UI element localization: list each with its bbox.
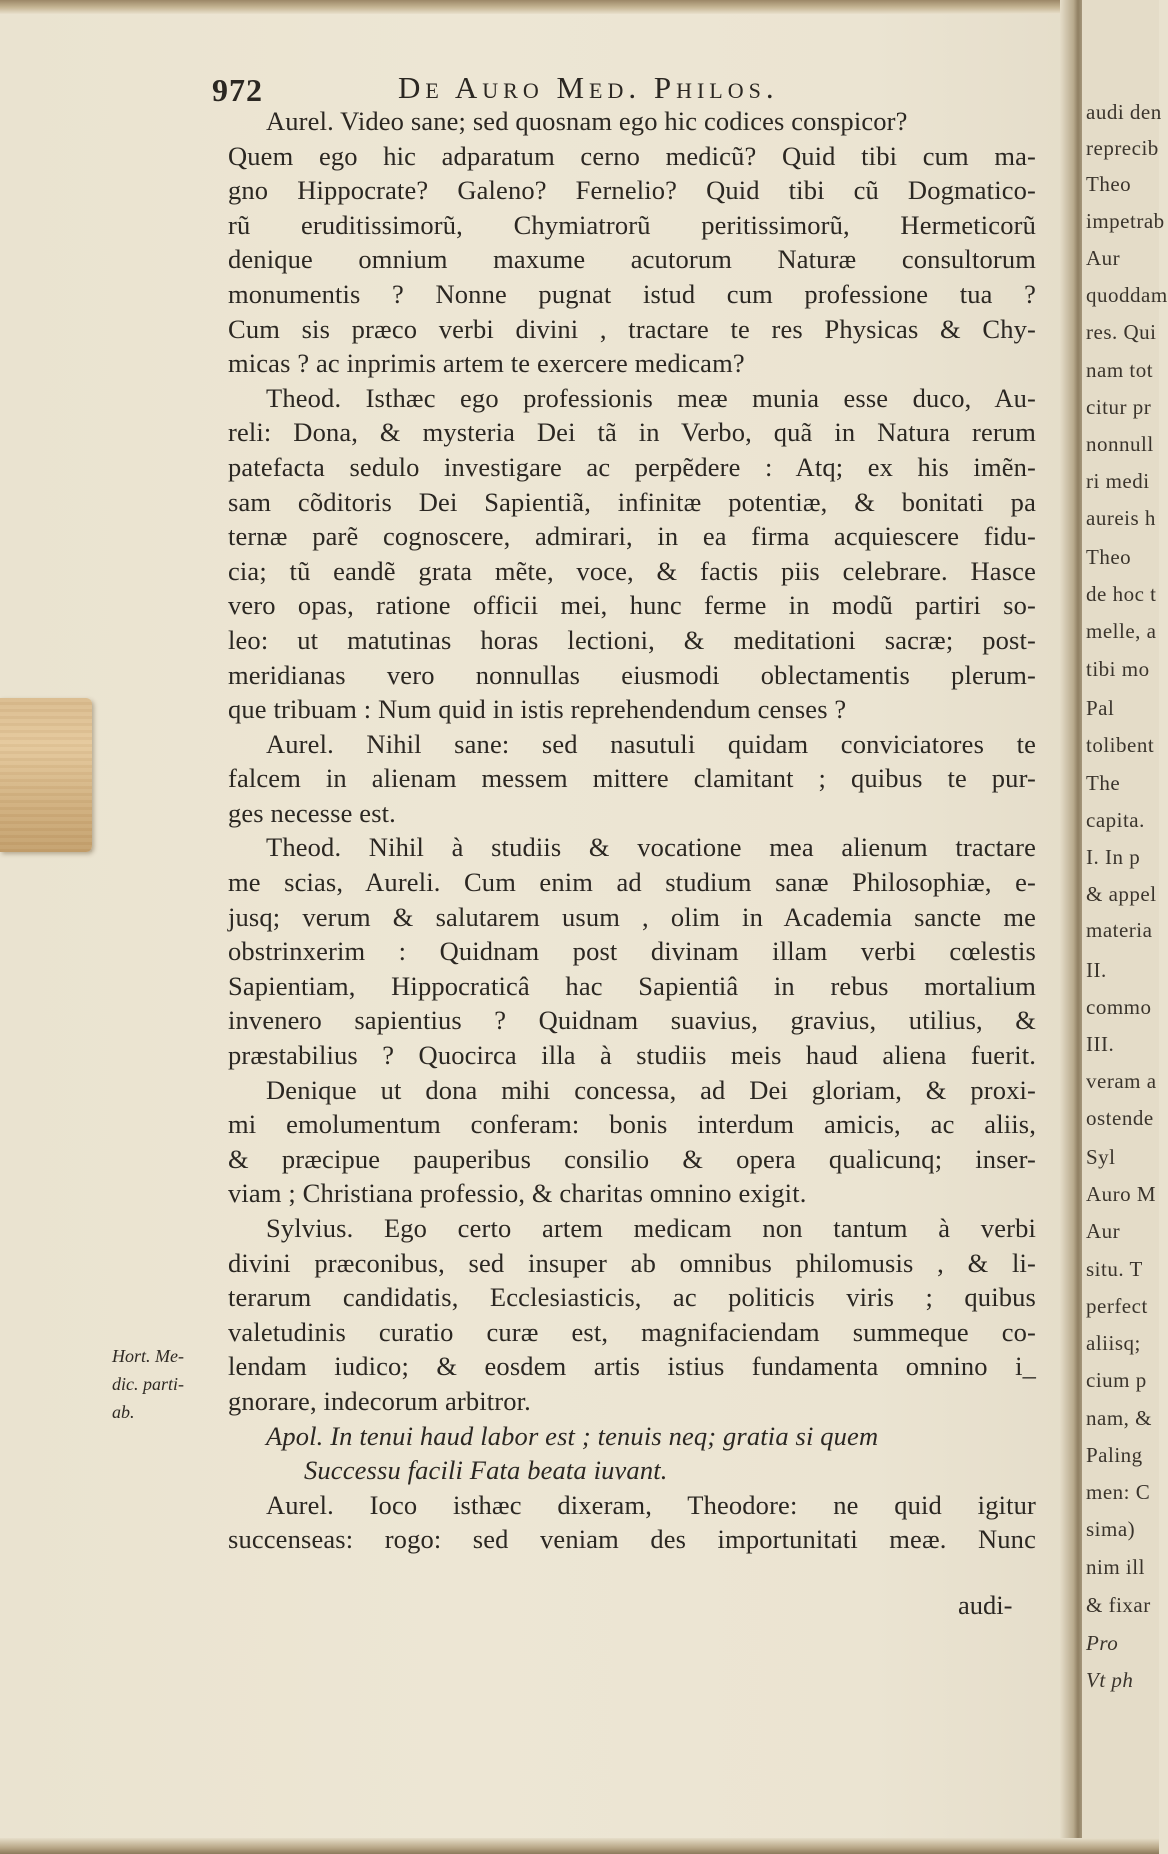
facing-page-line: melle, a: [1086, 619, 1157, 643]
text-line: vero opas, ratione officii mei, hunc ferme in modũ partiri so-: [228, 590, 1036, 621]
facing-page-line: nim ill: [1086, 1555, 1145, 1579]
facing-page: [1082, 0, 1168, 1854]
text-line: Apol. In tenui haud labor est ; tenuis neq; gratia si quem: [266, 1420, 879, 1451]
facing-page-line: aliisq;: [1086, 1331, 1141, 1355]
facing-page-line: Pal: [1086, 696, 1115, 720]
text-line: ternæ parẽ cognoscere, admirari, in ea firma acquiescere fidu-: [228, 521, 1036, 552]
text-line: Sylvius. Ego certo artem medicam non tantum à verbi: [266, 1213, 1036, 1243]
text-line: Successu facili Fata beata iuvant.: [304, 1455, 668, 1486]
text-line: Quem ego hic adparatum cerno medicũ? Quid tibi cum ma-: [228, 140, 1036, 171]
text-line: sam cõditoris Dei Sapientiã, infinitæ potentiæ, & bonitati pa: [228, 486, 1036, 517]
text-line: leo: ut matutinas horas lectioni, & meditationi sacræ; post-: [228, 624, 1036, 655]
marginal-note-line: dic. parti-: [112, 1374, 184, 1394]
text-line: Aurel. Video sane; sed quosnam ego hic codices conspicor?: [266, 106, 908, 136]
facing-page-line: Syl: [1086, 1145, 1116, 1169]
catchword: audi-: [958, 1590, 1013, 1620]
marginal-note-line: ab.: [112, 1402, 135, 1422]
facing-page-line: tibi mo: [1086, 657, 1150, 681]
text-line: falcem in alienam messem mittere clamitant ; quibus te pur-: [228, 763, 1036, 794]
facing-page-line: & appel: [1086, 882, 1157, 906]
text-line: Sapientiam, Hippocraticâ hac Sapientiâ in rebus mortalium: [228, 970, 1036, 1001]
text-line: valetudinis curatio curæ est, magnifaciendam summeque co-: [228, 1316, 1036, 1347]
facing-page-line: Aur: [1086, 1219, 1121, 1243]
facing-page-line: res. Qui: [1086, 320, 1157, 344]
text-line: mi emolumentum conferam: bonis interdum amicis, ac aliis,: [228, 1109, 1036, 1140]
facing-page-line: sima): [1086, 1517, 1136, 1541]
facing-page-line: III.: [1086, 1032, 1115, 1056]
facing-page-line: commo: [1086, 995, 1152, 1019]
text-line: Denique ut dona mihi concessa, ad Dei gloriam, & proxi-: [266, 1074, 1036, 1105]
text-line: Theod. Nihil à studiis & vocatione mea alienum tractare: [266, 832, 1036, 863]
text-line: Aurel. Nihil sane: sed nasutuli quidam conviciatores te: [266, 728, 1036, 759]
text-line: me scias, Aureli. Cum enim ad studium sanæ Philosophiæ, e-: [228, 867, 1036, 898]
facing-page-line: I. In p: [1086, 845, 1141, 869]
text-line: denique omnium maxume acutorum Naturæ consultorum: [228, 244, 1036, 275]
facing-page-line: Theo: [1086, 172, 1132, 196]
text-line: divini præconibus, sed insuper ab omnibus philomusis , & li-: [228, 1247, 1036, 1278]
text-line: Theod. Isthæc ego professionis meæ munia esse duco, Au-: [266, 382, 1036, 413]
facing-page-line: materia: [1086, 918, 1153, 942]
facing-page-line: II.: [1086, 958, 1107, 982]
page-top-edge: [0, 0, 1159, 14]
facing-page-line: de hoc t: [1086, 582, 1157, 606]
running-head: De Auro Med. Philos.: [398, 70, 779, 105]
facing-page-line: ri medi: [1086, 469, 1150, 493]
text-line: & præcipue pauperibus consilio & opera qualicunq; inser-: [228, 1143, 1036, 1174]
text-line: que tribuam : Num quid in istis reprehendendum censes ?: [228, 694, 847, 725]
facing-page-line: Aur: [1086, 246, 1121, 270]
facing-page-line: nam tot: [1086, 358, 1154, 382]
paper-bookmark-tab: [0, 698, 92, 852]
marginal-note-line: Hort. Me-: [112, 1346, 184, 1366]
page-number: 972: [212, 72, 263, 108]
facing-page-line: & fixar: [1086, 1593, 1151, 1617]
text-line: monumentis ? Nonne pugnat istud cum professione tua ?: [228, 278, 1036, 309]
facing-page-line: perfect: [1086, 1294, 1148, 1318]
facing-page-line: ostende: [1086, 1106, 1154, 1130]
text-line: meridianas vero nonnullas eiusmodi oblectamentis plerum-: [228, 659, 1036, 690]
text-line: cia; tũ eandẽ grata mẽte, voce, & factis piis celebrare. Hasce: [228, 555, 1036, 586]
facing-page-line: men: C: [1086, 1480, 1151, 1504]
text-line: gnorare, indecorum arbitror.: [228, 1385, 531, 1416]
text-line: reli: Dona, & mysteria Dei tã in Verbo, quã in Natura rerum: [228, 417, 1036, 448]
facing-page-line: nam, &: [1086, 1406, 1152, 1430]
facing-page-line: nonnull: [1086, 432, 1154, 456]
facing-page-line: quoddam: [1086, 283, 1168, 307]
facing-page-line: situ. T: [1086, 1257, 1143, 1281]
facing-page-line: capita.: [1086, 808, 1145, 832]
text-line: gno Hippocrate? Galeno? Fernelio? Quid tibi cũ Dogmatico-: [228, 175, 1036, 206]
facing-page-line: reprecib: [1086, 136, 1159, 160]
main-text-block: [228, 104, 1036, 1557]
facing-page-line: The: [1086, 771, 1121, 795]
facing-page-line: tolibent: [1086, 733, 1155, 757]
facing-page-line: veram a: [1086, 1069, 1157, 1093]
facing-page-line: Auro M: [1086, 1182, 1157, 1206]
text-line: succenseas: rogo: sed veniam des importunitati meæ. Nunc: [228, 1524, 1036, 1555]
marginal-note: [112, 1342, 204, 1426]
facing-page-line: impetrab: [1086, 209, 1165, 233]
text-line: Aurel. Ioco isthæc dixeram, Theodore: ne quid igitur: [266, 1489, 1036, 1520]
text-line: lendam iudico; & eosdem artis istius fundamenta omnino i_: [228, 1351, 1036, 1382]
facing-page-line: Vt ph: [1086, 1668, 1134, 1692]
text-line: viam ; Christiana professio, & charitas omnino exigit.: [228, 1178, 807, 1209]
text-line: micas ? ac inprimis artem te exercere medicam?: [228, 348, 745, 379]
text-line: præstabilius ? Quocirca illa à studiis meis haud aliena fuerit.: [228, 1040, 1036, 1071]
text-line: ges necesse est.: [228, 797, 396, 828]
facing-page-line: Theo: [1086, 545, 1132, 569]
text-line: rũ eruditissimorũ, Chymiatrorũ peritissimorũ, Hermeticorũ: [228, 209, 1036, 240]
facing-page-line: aureis h: [1086, 506, 1156, 530]
text-line: obstrinxerim : Quidnam post divinam illam verbi cœlestis: [228, 936, 1036, 967]
text-line: Cum sis præco verbi divini , tractare te res Physicas & Chy-: [228, 313, 1036, 344]
facing-page-line: Pro: [1086, 1631, 1119, 1655]
text-line: terarum candidatis, Ecclesiasticis, ac politicis viris ; quibus: [228, 1282, 1036, 1313]
facing-page-line: citur pr: [1086, 395, 1152, 419]
text-line: invenero sapientius ? Quidnam suavius, gravius, utilius, &: [228, 1005, 1036, 1036]
page-bottom-edge: [0, 1838, 1159, 1854]
text-line: patefacta sedulo investigare ac perpẽdere : Atq; ex his imẽn-: [228, 451, 1036, 482]
text-line: jusq; verum & salutarem usum , olim in Academia sancte me: [228, 901, 1036, 932]
facing-page-line: audi den: [1086, 100, 1162, 124]
facing-page-line: cium p: [1086, 1368, 1147, 1392]
facing-page-line: Paling: [1086, 1443, 1143, 1467]
